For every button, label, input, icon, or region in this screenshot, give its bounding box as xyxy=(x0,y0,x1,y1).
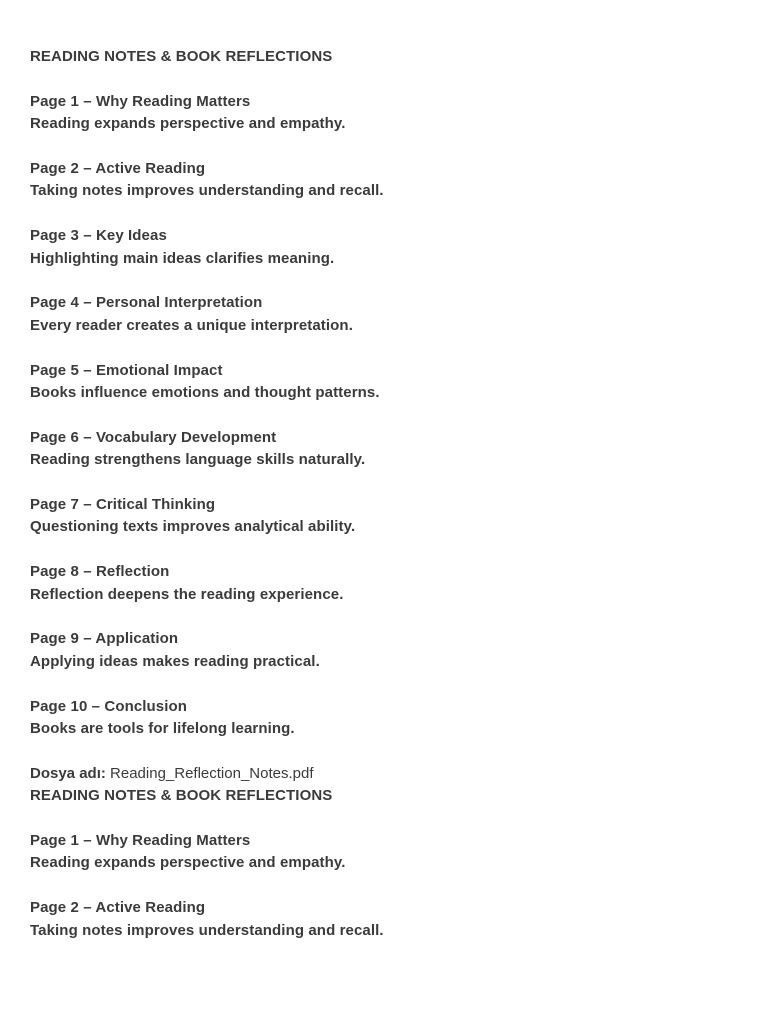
section-page-9 xyxy=(30,628,730,673)
section-page-5 xyxy=(30,360,730,405)
section-text: Highlighting main ideas clarifies meaning. xyxy=(30,249,335,267)
section-page-1 xyxy=(30,91,730,136)
section-heading: Page 1 – Why Reading Matters xyxy=(30,832,251,850)
section-heading: Page 4 – Personal Interpretation xyxy=(30,294,263,312)
section-page-10 xyxy=(30,696,730,741)
section-heading: Page 8 – Reflection xyxy=(30,563,170,581)
section-heading: Page 6 – Vocabulary Development xyxy=(30,428,277,446)
repeat-section-page-2 xyxy=(30,897,730,942)
document-body xyxy=(30,46,730,964)
section-heading: Page 7 – Critical Thinking xyxy=(30,496,216,514)
file-name-value: Reading_Reflection_Notes.pdf xyxy=(110,764,314,782)
section-text: Reading strengthens language skills naturally. xyxy=(30,451,366,469)
section-heading: Page 2 – Active Reading xyxy=(30,899,206,917)
section-page-4 xyxy=(30,292,730,337)
section-text: Questioning texts improves analytical ability. xyxy=(30,518,356,536)
section-page-3 xyxy=(30,225,730,270)
section-text: Reading expands perspective and empathy. xyxy=(30,115,346,133)
document-title: READING NOTES & BOOK REFLECTIONS xyxy=(30,48,333,65)
section-heading: Page 5 – Emotional Impact xyxy=(30,361,223,379)
section-text: Books are tools for lifelong learning. xyxy=(30,720,295,738)
section-heading: Page 2 – Active Reading xyxy=(30,160,206,177)
section-text: Books influence emotions and thought patterns. xyxy=(30,384,380,402)
section-text: Applying ideas makes reading practical. xyxy=(30,652,320,670)
section-heading: Page 1 – Why Reading Matters xyxy=(30,92,251,110)
section-text: Taking notes improves understanding and recall. xyxy=(30,921,384,939)
repeat-document-title: READING NOTES & BOOK REFLECTIONS xyxy=(30,787,333,805)
repeat-section-page-1 xyxy=(30,830,730,875)
section-text: Reflection deepens the reading experience. xyxy=(30,585,344,603)
section-page-2 xyxy=(30,158,730,203)
section-heading: Page 3 – Key Ideas xyxy=(30,227,167,245)
section-page-7 xyxy=(30,494,730,539)
section-page-6 xyxy=(30,427,730,472)
file-name-label: Dosya adı: xyxy=(30,764,106,782)
file-name-line xyxy=(30,763,730,785)
section-page-8 xyxy=(30,561,730,606)
section-text: Taking notes improves understanding and recall. xyxy=(30,182,384,200)
section-text: Reading expands perspective and empathy. xyxy=(30,854,346,872)
section-heading: Page 9 – Application xyxy=(30,630,179,648)
section-heading: Page 10 – Conclusion xyxy=(30,697,188,715)
section-text: Every reader creates a unique interpretation. xyxy=(30,316,353,334)
